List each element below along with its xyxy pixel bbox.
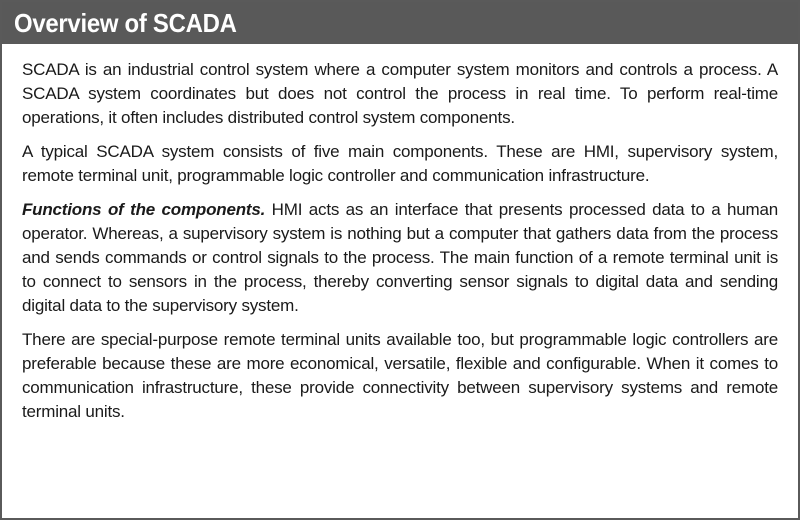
panel-content [2,44,798,424]
paragraph-component-functions [22,198,778,318]
paragraph-rtu-plc-infrastructure: There are special-purpose remote terminal units available too, but programmable logic controllers are preferable because these are more economical, versatile, flexible and configurable. When it comes to communication infrastructure, these provide connectivity between supervisory systems and remote terminal units. [22,330,778,421]
title-bar [2,2,798,44]
paragraph-scada-definition: SCADA is an industrial control system where a computer system monitors and controls a process. A SCADA system coordinates but does not control the process in real time. To perform real-time operations, it often includes distributed control system components. [22,60,778,127]
paragraph-functions-body: HMI acts as an interface that presents processed data to a human operator. Whereas, a supervisory system is nothing but a computer that gathers data from the process and sends commands or control signals to the process. The main function of a remote terminal unit is to connect to sensors in the process, thereby converting sensor signals to digital data and sending digital data to the supervisory system. [22,200,778,315]
paragraph-lead-heading: Functions of the components. [22,200,266,219]
panel-title: Overview of SCADA [14,7,237,38]
paragraph-main-components: A typical SCADA system consists of five main components. These are HMI, supervisory system, remote terminal unit, programmable logic controller and communication infrastructure. [22,142,778,185]
